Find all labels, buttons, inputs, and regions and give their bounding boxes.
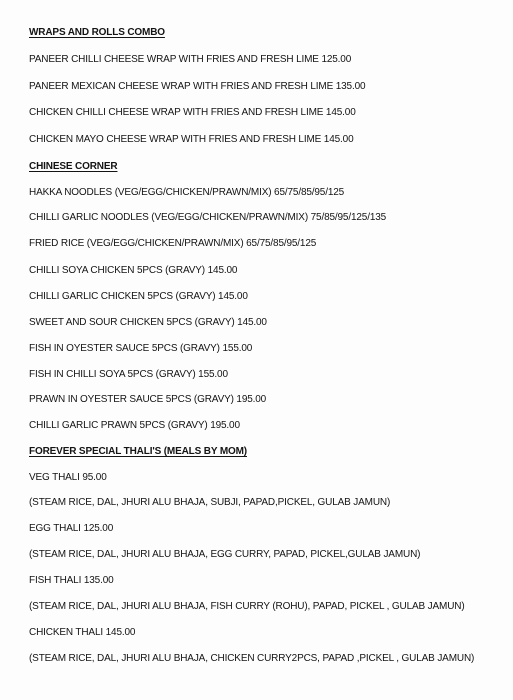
menu-item: CHILLI GARLIC NOODLES (VEG/EGG/CHICKEN/PRAWN/MIX) 75/85/95/125/135 (29, 212, 387, 223)
menu-item: PANEER CHILLI CHEESE WRAP WITH FRIES AND FRESH LIME 125.00 (29, 54, 352, 65)
menu-item: EGG THALI 125.00 (29, 523, 114, 534)
menu-item: PRAWN IN OYESTER SAUCE 5PCS (GRAVY) 195.00 (29, 394, 267, 405)
section-heading-chinese: CHINESE CORNER (29, 161, 118, 172)
menu-item: CHICKEN THALI 145.00 (29, 627, 136, 638)
menu-item: FISH THALI 135.00 (29, 575, 114, 586)
menu-item: FRIED RICE (VEG/EGG/CHICKEN/PRAWN/MIX) 65/75/85/95/125 (29, 238, 317, 249)
menu-item: CHICKEN CHILLI CHEESE WRAP WITH FRIES AND FRESH LIME 145.00 (29, 107, 356, 118)
menu-item-description: (STEAM RICE, DAL, JHURI ALU BHAJA, CHICKEN CURRY2PCS, PAPAD ,PICKEL , GULAB JAMUN) (29, 653, 475, 664)
menu-item: CHILLI SOYA CHICKEN 5PCS (GRAVY) 145.00 (29, 265, 238, 276)
menu-item: VEG THALI 95.00 (29, 472, 107, 483)
section-heading-thali: FOREVER SPECIAL THALI'S (MEALS BY MOM) (29, 446, 247, 457)
menu-item-description: (STEAM RICE, DAL, JHURI ALU BHAJA, SUBJI, PAPAD,PICKEL, GULAB JAMUN) (29, 497, 391, 508)
menu-item: CHICKEN MAYO CHEESE WRAP WITH FRIES AND FRESH LIME 145.00 (29, 134, 354, 145)
menu-item: HAKKA NOODLES (VEG/EGG/CHICKEN/PRAWN/MIX) 65/75/85/95/125 (29, 187, 345, 198)
menu-item: SWEET AND SOUR CHICKEN 5PCS (GRAVY) 145.00 (29, 317, 267, 328)
menu-item-description: (STEAM RICE, DAL, JHURI ALU BHAJA, FISH CURRY (ROHU), PAPAD, PICKEL , GULAB JAMUN) (29, 601, 465, 612)
menu-item: CHILLI GARLIC CHICKEN 5PCS (GRAVY) 145.00 (29, 291, 248, 302)
menu-item-description: (STEAM RICE, DAL, JHURI ALU BHAJA, EGG CURRY, PAPAD, PICKEL,GULAB JAMUN) (29, 549, 421, 560)
section-heading-wraps: WRAPS AND ROLLS COMBO (29, 27, 165, 38)
menu-item: FISH IN OYESTER SAUCE 5PCS (GRAVY) 155.00 (29, 343, 253, 354)
menu-item: PANEER MEXICAN CHEESE WRAP WITH FRIES AND FRESH LIME 135.00 (29, 81, 366, 92)
menu-item: FISH IN CHILLI SOYA 5PCS (GRAVY) 155.00 (29, 369, 228, 380)
menu-item: CHILLI GARLIC PRAWN 5PCS (GRAVY) 195.00 (29, 420, 240, 431)
